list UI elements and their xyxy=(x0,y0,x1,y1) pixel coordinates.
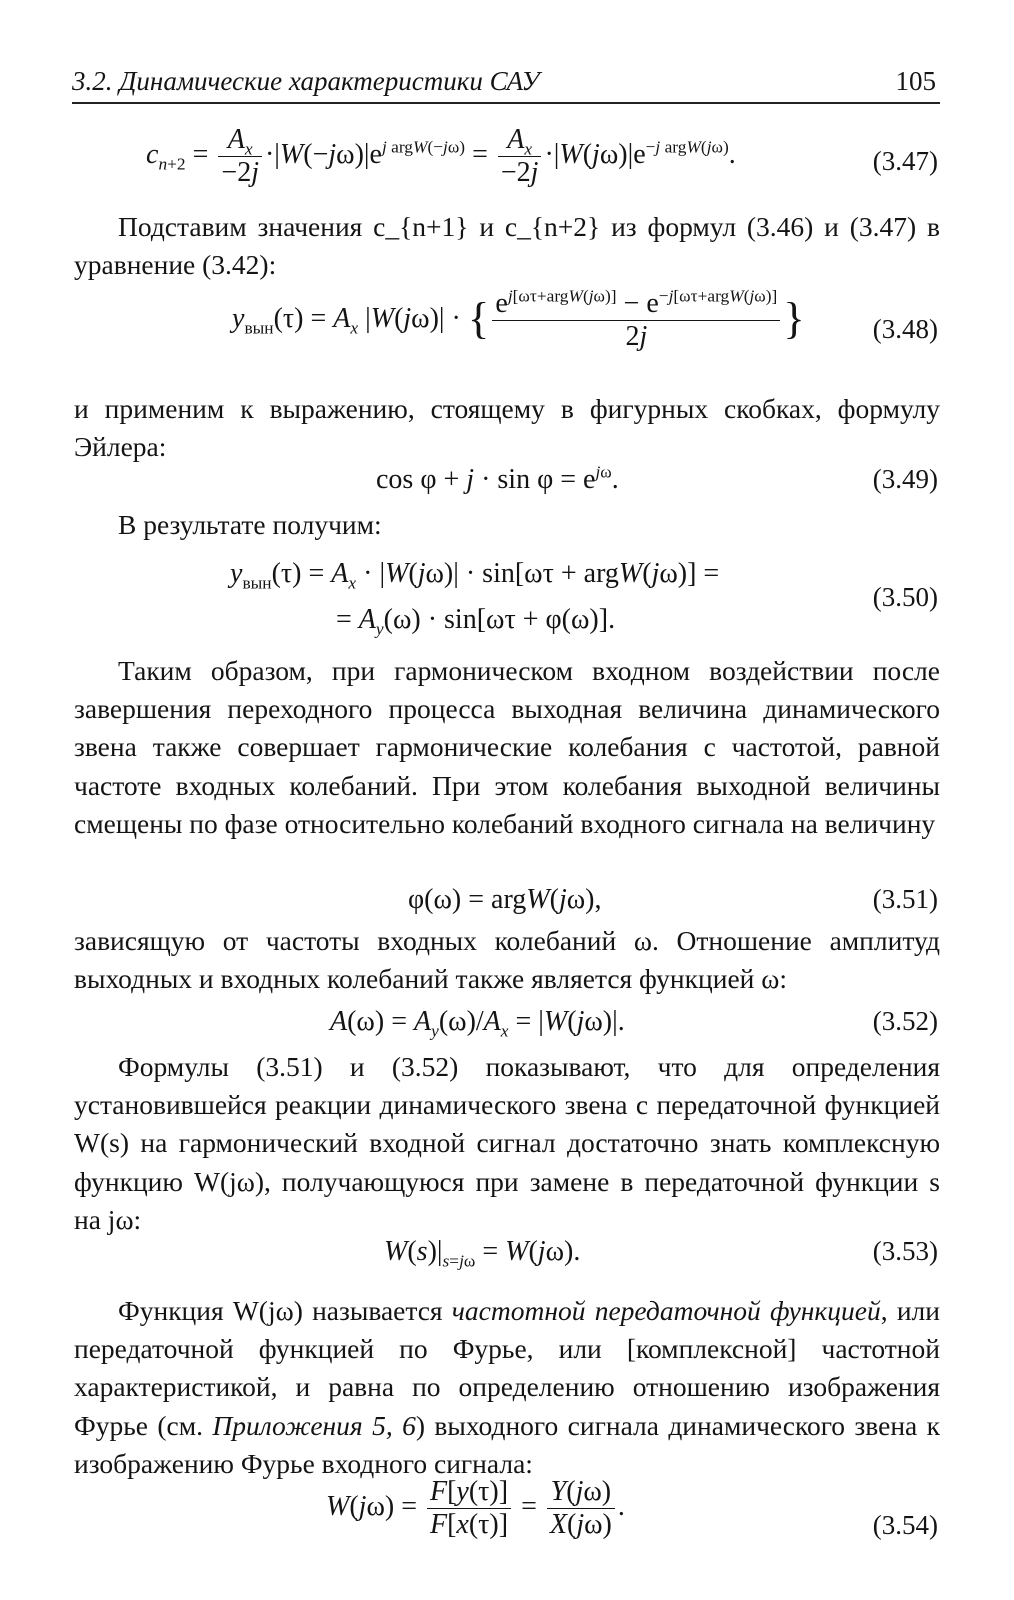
equation-number: (3.50) xyxy=(872,582,938,612)
equation-number: (3.48) xyxy=(872,314,938,344)
equation-number: (3.52) xyxy=(872,1006,938,1036)
paragraph: зависящую от частоты входных колебаний ω. Отношение амплитуд выходных и входных колебаний также является функцией ω: xyxy=(74,925,940,995)
text-run: , или передаточной функцией по Фурье, или [комплексной] частотной характеристикой, и равна по определению отношению изображения Фурье (см. xyxy=(74,1295,940,1441)
equation-3-51: φ(ω) = argW(jω), (3.51) xyxy=(408,884,938,915)
equation-number: (3.47) xyxy=(872,146,938,176)
paragraph: Таким образом, при гармоническом входном воздействии после завершения переходного процесса выходная величина динамического звена также совершает гармонические колебания с частотой, равной частоте входных колебаний. При этом колебания выходной величины смещены по фазе относительно колебаний входного сигнала на величину xyxy=(74,655,940,839)
text-run: ) выходного сигнала динамического звена к изображению Фурье входного сигнала: xyxy=(74,1409,940,1479)
equation-3-49: $\cos \varphi + j \cdot \sin \varphi = e^{j\omega}$. (3.49) xyxy=(376,462,938,495)
equation-3-47: $c_{n+2}$ = $\frac{A_x}{-2j}$ $\cdot|W(-j\omega)|e^{j argW(-j\omega)}$ = $\frac{A_x}{-2j}$ $\cdot|W(j\omega)|e^{-j argW(j\omega)}$. (3.47) xyxy=(146,124,938,188)
page-header xyxy=(72,58,940,104)
paragraph: и применим к выражению, стоящему в фигурных скобках, формулу Эйлера: xyxy=(74,393,940,463)
equation-3-48: $y_{вын}(\tau) = A_x$ |W(jω)| · { $\frac{e^{j[\omega\tau+argW(j\omega)]} - e^{-j[\omega\tau+argW(j\omega)]}}{2j}$ } (3.48) xyxy=(232,286,938,352)
equation-3-54: W(jω) = $\frac{F[y(\tau)]}{F[x(\tau)]}$ = $\frac{Y(j\omega)}{X(j\omega)}$ . (3.54) xyxy=(326,1476,938,1540)
page-number: 105 xyxy=(895,66,936,96)
equation-3-53: $W(s)|_{s=j\omega} = W(j\omega)$. (3.53) xyxy=(384,1236,938,1271)
equation-number: (3.53) xyxy=(872,1236,938,1266)
term-emphasis: частотной передаточной функцией xyxy=(451,1295,881,1326)
equation-number: (3.49) xyxy=(872,464,938,494)
text-run: Функция W(jω) называется xyxy=(118,1295,452,1326)
running-title: 3.2. Динамические характеристики САУ xyxy=(72,66,540,96)
appendix-reference: Приложения 5, 6 xyxy=(212,1409,416,1441)
paragraph: Подставим значения c_{n+1} и c_{n+2} из формул (3.46) и (3.47) в уравнение (3.42): xyxy=(74,211,940,281)
equation-3-52: $A(\omega) = A_y(\omega)/A_x = |W(j\omega)|$. (3.52) xyxy=(330,1006,938,1041)
equation-number: (3.51) xyxy=(872,884,938,914)
paragraph xyxy=(74,1292,940,1483)
equation-3-50: $y_{вын}(\tau) = A_x \cdot |W(j\omega)| \cdot \sin[\omega\tau$ + argW(jω)] = = $A_y(\omega) \cdot \sin[\omega\tau + \varphi(\omega)]$. (3.50) xyxy=(230,558,938,639)
paragraph: В результате получим: xyxy=(118,509,382,540)
equation-number: (3.54) xyxy=(872,1510,938,1540)
paragraph: Формулы (3.51) и (3.52) показывают, что для определения установившейся реакции динамического звена с передаточной функцией W(s) на гармонический входной сигнал достаточно знать комплексную функцию W(jω), получающуюся при замене в передаточной функции s на jω: xyxy=(74,1051,940,1235)
